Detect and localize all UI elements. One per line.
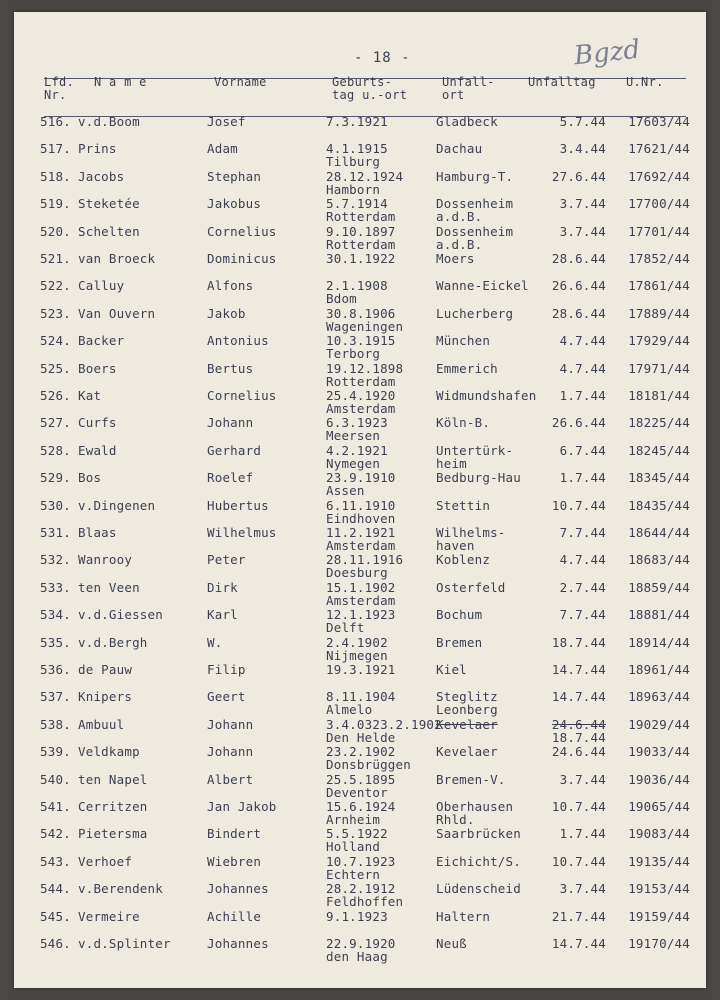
entry-accident-date: 26.6.44 [551, 415, 606, 431]
table-row [14, 225, 706, 252]
entry-number: 537. [40, 689, 71, 705]
entry-uk-number: 19036/44 [628, 771, 690, 787]
entry-birth-date: 23.2.1902 [326, 744, 396, 760]
entry-accident-date: 10.7.44 [551, 799, 606, 814]
entry-birth-place: Assen [326, 483, 365, 499]
entry-number: 536. [40, 662, 71, 677]
entry-birth-date: 5.5.1922 [326, 826, 388, 842]
entry-accident-place: Moers [436, 251, 475, 266]
entry-accident-place: Dossenheim [436, 196, 514, 212]
entry-vorname: Jakobus [207, 196, 262, 212]
entry-accident-place-cont: haven [436, 538, 475, 553]
entry-accident-date: 3.7.44 [559, 881, 606, 897]
entry-uk-number: 17889/44 [628, 305, 690, 321]
entry-birth-date: 12.1.1923 [326, 607, 396, 623]
entry-name: Bos [78, 470, 102, 486]
entry-birth-place: Rotterdam [326, 373, 396, 389]
entry-birth-place: Almelo [326, 702, 373, 718]
entry-birth-date: 22.9.1920 [326, 936, 396, 951]
table-row [14, 745, 706, 772]
entry-birth-date: 19.3.1921 [326, 662, 396, 677]
entry-uk-number: 17701/44 [628, 223, 690, 239]
table-row [14, 197, 706, 224]
entry-name: Wanrooy [78, 552, 133, 568]
table-row [14, 855, 706, 882]
table-row [14, 663, 706, 690]
entry-number: 519. [40, 196, 71, 212]
table-row [14, 362, 706, 389]
entry-birth-date: 3.4.0323.2.1902 [326, 716, 442, 732]
header-vorname: Vorname [214, 75, 267, 89]
entry-number: 516. [40, 114, 71, 129]
entry-birth-place: Nijmegen [326, 647, 388, 663]
entry-name: v.d.Giessen [78, 607, 163, 623]
table-row [14, 444, 706, 471]
entry-accident-date: 7.7.44 [559, 607, 606, 623]
entry-birth-place: den Haag [326, 949, 388, 964]
entry-name: Blaas [78, 525, 117, 540]
entry-vorname: Dirk [207, 579, 238, 595]
entry-number: 521. [40, 251, 71, 266]
entry-name: Schelten [78, 223, 140, 239]
entry-accident-date: 10.7.44 [551, 853, 606, 869]
document-page [14, 12, 706, 988]
table-row [14, 937, 706, 964]
entry-accident-date: 2.7.44 [559, 579, 606, 595]
table-row [14, 170, 706, 197]
entry-accident-date: 6.7.44 [559, 442, 606, 458]
entry-uk-number: 19033/44 [628, 744, 690, 760]
entry-birth-place: Bdom [326, 291, 357, 307]
entry-birth-date: 4.2.1921 [326, 442, 388, 458]
entry-uk-number: 18345/44 [628, 470, 690, 486]
entry-number: 531. [40, 525, 71, 540]
entry-uk-number: 18914/44 [628, 634, 690, 650]
entry-birth-date: 2.4.1902 [326, 634, 388, 650]
entry-accident-date: 1.7.44 [559, 388, 606, 403]
table-row [14, 471, 706, 498]
entry-accident-place: Oberhausen [436, 799, 514, 814]
entry-uk-number: 18435/44 [628, 497, 690, 513]
entry-vorname: Karl [207, 607, 238, 623]
entry-accident-place: Kevelaer [436, 716, 498, 732]
entry-name: de Pauw [78, 662, 133, 677]
entry-vorname: Cornelius [207, 223, 277, 239]
entry-accident-place: Eichicht/S. [436, 853, 521, 869]
table-row [14, 718, 706, 745]
entry-number: 535. [40, 634, 71, 650]
entry-name: ten Napel [78, 771, 148, 787]
entry-accident-date: 26.6.44 [551, 278, 606, 294]
entry-vorname: Jakob [207, 305, 246, 321]
entry-uk-number: 17692/44 [628, 168, 690, 184]
entry-accident-place: Neuß [436, 936, 467, 951]
entry-accident-place: Untertürk- [436, 442, 514, 458]
entry-name: Ewald [78, 442, 117, 458]
table-row [14, 827, 706, 854]
entry-name: Steketée [78, 196, 140, 212]
entry-uk-number: 19065/44 [628, 799, 690, 814]
entry-vorname: Peter [207, 552, 246, 568]
entry-accident-place: Kevelaer [436, 744, 498, 760]
entry-name: Cerritzen [78, 799, 148, 814]
entry-accident-place: Bedburg-Hau [436, 470, 521, 486]
entry-name: Van Ouvern [78, 305, 156, 321]
table-row [14, 581, 706, 608]
entry-accident-place-cont: Rhld. [436, 812, 475, 827]
entry-birth-date: 28.2.1912 [326, 881, 396, 897]
entry-vorname: Josef [207, 114, 246, 129]
entry-vorname: Hubertus [207, 497, 269, 513]
entry-name: Kat [78, 388, 102, 403]
table-row [14, 334, 706, 361]
entry-birth-place: Meersen [326, 428, 381, 444]
entry-number: 533. [40, 579, 71, 595]
entry-vorname: Johannes [207, 881, 269, 897]
entry-name: Backer [78, 333, 125, 349]
entry-number: 522. [40, 278, 71, 294]
entry-vorname: Filip [207, 662, 246, 677]
entry-number: 523. [40, 305, 71, 321]
entry-number: 530. [40, 497, 71, 513]
entry-vorname: Wiebren [207, 853, 262, 869]
entry-birth-date: 25.4.1920 [326, 388, 396, 403]
entry-birth-date: 28.12.1924 [326, 168, 404, 184]
entry-accident-date: 3.7.44 [559, 223, 606, 239]
entry-birth-date: 4.1.1915 [326, 141, 388, 157]
entry-uk-number: 17852/44 [628, 251, 690, 266]
entry-accident-date: 14.7.44 [551, 662, 606, 677]
entry-number: 524. [40, 333, 71, 349]
entry-birth-date: 6.11.1910 [326, 497, 396, 513]
entry-birth-place: Holland [326, 839, 381, 855]
entry-birth-place: Rotterdam [326, 236, 396, 252]
entry-birth-date: 28.11.1916 [326, 552, 404, 568]
entry-number: 532. [40, 552, 71, 568]
entry-accident-place: Bremen-V. [436, 771, 506, 787]
entry-accident-place-cont: a.d.B. [436, 236, 483, 252]
entry-accident-date: 14.7.44 [551, 689, 606, 705]
entry-birth-date: 10.7.1923 [326, 853, 396, 869]
entry-vorname: Geert [207, 689, 246, 705]
entry-vorname: Bindert [207, 826, 262, 842]
entry-accident-date: 18.7.44 [551, 634, 606, 650]
entry-vorname: Alfons [207, 278, 254, 294]
entry-number: 545. [40, 908, 71, 924]
entry-vorname: Bertus [207, 360, 254, 376]
entry-name: Calluy [78, 278, 125, 294]
entry-number: 538. [40, 716, 71, 732]
entry-birth-date: 19.12.1898 [326, 360, 404, 376]
entry-vorname: Cornelius [207, 388, 277, 403]
entry-number: 544. [40, 881, 71, 897]
entry-accident-place: Wanne-Eickel [436, 278, 529, 294]
table-row [14, 416, 706, 443]
entry-accident-place: Saarbrücken [436, 826, 521, 842]
entry-uk-number: 17971/44 [628, 360, 690, 376]
entry-uk-number: 19135/44 [628, 853, 690, 869]
entry-name: Boers [78, 360, 117, 376]
entry-number: 546. [40, 936, 71, 951]
header-nr: Lfd. Nr. [44, 75, 75, 102]
entry-name: Knipers [78, 689, 133, 705]
entry-birth-date: 9.1.1923 [326, 908, 388, 924]
entry-number: 541. [40, 799, 71, 814]
entry-accident-place: Lüdenscheid [436, 881, 521, 897]
header-uk: U.Nr. [626, 75, 664, 89]
entry-name: Prins [78, 141, 117, 157]
entry-birth-place: Amsterdam [326, 401, 396, 416]
entry-number: 528. [40, 442, 71, 458]
entry-vorname: Jan Jakob [207, 799, 277, 814]
table-row [14, 499, 706, 526]
entry-accident-date: 3.7.44 [559, 196, 606, 212]
entry-vorname: Adam [207, 141, 238, 157]
entry-name: Curfs [78, 415, 117, 431]
entry-number: 539. [40, 744, 71, 760]
entry-name: Vermeire [78, 908, 140, 924]
table-row [14, 773, 706, 800]
table-row [14, 690, 706, 717]
entry-name: Ambuul [78, 716, 125, 732]
header-name: N a m e [94, 75, 147, 89]
entry-accident-place: Osterfeld [436, 579, 506, 595]
entry-vorname: Johannes [207, 936, 269, 951]
table-row [14, 800, 706, 827]
entry-uk-number: 18225/44 [628, 415, 690, 431]
entry-vorname: Johann [207, 744, 254, 760]
table-row [14, 307, 706, 334]
entry-uk-number: 18961/44 [628, 662, 690, 677]
entry-name: v.Berendenk [78, 881, 163, 897]
entry-birth-date: 5.7.1914 [326, 196, 388, 212]
entry-birth-place: Rotterdam [326, 209, 396, 225]
entry-birth-date: 11.2.1921 [326, 525, 396, 540]
entry-number: 526. [40, 388, 71, 403]
entry-vorname: Wilhelmus [207, 525, 277, 540]
entry-uk-number: 19159/44 [628, 908, 690, 924]
entry-birth-date: 23.9.1910 [326, 470, 396, 486]
entry-uk-number: 18644/44 [628, 525, 690, 540]
entry-birth-date: 25.5.1895 [326, 771, 396, 787]
entry-number: 520. [40, 223, 71, 239]
entry-birth-place: Deventor [326, 784, 388, 800]
table-row [14, 142, 706, 169]
entry-vorname: Stephan [207, 168, 262, 184]
entry-accident-date: 4.7.44 [559, 333, 606, 349]
header-unfallort: Unfall- ort [442, 75, 495, 102]
entry-name: v.d.Boom [78, 114, 140, 129]
entry-accident-date: 5.7.44 [559, 114, 606, 129]
entry-uk-number: 18881/44 [628, 607, 690, 623]
entry-birth-place: Arnheim [326, 812, 381, 827]
entry-accident-date: 24.6.44 [551, 744, 606, 760]
entry-accident-place: Bochum [436, 607, 483, 623]
entry-number: 517. [40, 141, 71, 157]
entry-uk-number: 19153/44 [628, 881, 690, 897]
entry-vorname: Antonius [207, 333, 269, 349]
entry-uk-number: 17603/44 [628, 114, 690, 129]
table-row [14, 252, 706, 279]
entry-accident-place: Lucherberg [436, 305, 514, 321]
table-row [14, 526, 706, 553]
table-row [14, 636, 706, 663]
entry-uk-number: 18683/44 [628, 552, 690, 568]
entry-accident-date: 14.7.44 [551, 936, 606, 951]
header-unfalltag: Unfalltag [528, 75, 596, 89]
entry-birth-date: 8.11.1904 [326, 689, 396, 705]
header-geburt: Geburts- tag u.-ort [332, 75, 408, 102]
entry-accident-place: Köln-B. [436, 415, 491, 431]
entry-uk-number: 19083/44 [628, 826, 690, 842]
entry-name: Veldkamp [78, 744, 140, 760]
entry-birth-place: Eindhoven [326, 510, 396, 526]
entry-number: 527. [40, 415, 71, 431]
entry-name: Jacobs [78, 168, 125, 184]
entry-accident-place: Kiel [436, 662, 467, 677]
entry-birth-place: Den Helde [326, 729, 396, 745]
entry-name: Verhoef [78, 853, 133, 869]
entry-birth-date: 30.8.1906 [326, 305, 396, 321]
entry-accident-date: 10.7.44 [551, 497, 606, 513]
entry-accident-place-cont: Leonberg [436, 702, 498, 718]
entry-birth-place: Hamborn [326, 181, 381, 197]
entry-accident-place: Haltern [436, 908, 491, 924]
entry-accident-place: Stettin [436, 497, 491, 513]
entry-accident-date: 7.7.44 [559, 525, 606, 540]
entry-accident-place: Wilhelms- [436, 525, 506, 540]
table-row [14, 553, 706, 580]
table-row [14, 882, 706, 909]
entry-vorname: Dominicus [207, 251, 277, 266]
entry-birth-place: Amsterdam [326, 538, 396, 553]
entry-birth-place: Nymegen [326, 455, 381, 471]
entry-vorname: Gerhard [207, 442, 262, 458]
entry-accident-date: 4.7.44 [559, 552, 606, 568]
entry-accident-date: 28.6.44 [551, 305, 606, 321]
entry-accident-place: Hamburg-T. [436, 168, 514, 184]
entry-accident-date: 4.7.44 [559, 360, 606, 376]
entry-uk-number: 18963/44 [628, 689, 690, 705]
entry-accident-date-alt: 18.7.44 [551, 729, 606, 745]
entry-name: v.Dingenen [78, 497, 156, 513]
table-row [14, 115, 706, 142]
entry-uk-number: 18181/44 [628, 388, 690, 403]
entry-birth-date: 15.1.1902 [326, 579, 396, 595]
entry-vorname: Roelef [207, 470, 254, 486]
entry-accident-date: 27.6.44 [551, 168, 606, 184]
entry-name: van Broeck [78, 251, 156, 266]
entry-name: ten Veen [78, 579, 140, 595]
entry-birth-place: Donsbrüggen [326, 757, 411, 773]
entry-birth-place: Terborg [326, 346, 381, 362]
entry-birth-date: 10.3.1915 [326, 333, 396, 349]
entry-accident-place: Gladbeck [436, 114, 498, 129]
entry-accident-place: Widmundshafen [436, 388, 537, 403]
entry-number: 540. [40, 771, 71, 787]
entry-uk-number: 17621/44 [628, 141, 690, 157]
table-row [14, 608, 706, 635]
table-row [14, 389, 706, 416]
entry-vorname: Johann [207, 716, 254, 732]
entry-birth-date: 30.1.1922 [326, 251, 396, 266]
entry-accident-place: Koblenz [436, 552, 491, 568]
entry-name: v.d.Splinter [78, 936, 171, 951]
entry-accident-date: 3.4.44 [559, 141, 606, 157]
entry-birth-place: Wageningen [326, 318, 404, 334]
entry-number: 534. [40, 607, 71, 623]
entry-birth-place: Feldhoffen [326, 894, 404, 910]
entry-accident-date: 1.7.44 [559, 826, 606, 842]
table-row [14, 910, 706, 937]
entry-number: 529. [40, 470, 71, 486]
entry-birth-date: 15.6.1924 [326, 799, 396, 814]
entry-birth-place: Echtern [326, 866, 381, 882]
entry-birth-date: 2.1.1908 [326, 278, 388, 294]
entry-birth-place: Amsterdam [326, 592, 396, 608]
entry-accident-date: 21.7.44 [551, 908, 606, 924]
entry-uk-number: 18859/44 [628, 579, 690, 595]
entry-accident-place: Steglitz [436, 689, 498, 705]
entry-birth-place: Doesburg [326, 565, 388, 581]
entry-accident-place: München [436, 333, 491, 349]
entry-uk-number: 19170/44 [628, 936, 690, 951]
entry-birth-place: Tilburg [326, 154, 381, 170]
entry-accident-place-cont: a.d.B. [436, 209, 483, 225]
entry-vorname: Johann [207, 415, 254, 431]
page-number: - 18 - [354, 50, 411, 66]
entry-vorname: Achille [207, 908, 262, 924]
entry-accident-place-cont: heim [436, 455, 467, 471]
entry-accident-date: 28.6.44 [551, 251, 606, 266]
entry-birth-date: 6.3.1923 [326, 415, 388, 431]
entry-uk-number: 17700/44 [628, 196, 690, 212]
entry-name: Pietersma [78, 826, 148, 842]
entry-accident-place: Dossenheim [436, 223, 514, 239]
entry-number: 542. [40, 826, 71, 842]
entry-accident-date: 24.6.44 [551, 716, 606, 732]
entry-birth-date: 9.10.1897 [326, 223, 396, 239]
entry-uk-number: 19029/44 [628, 716, 690, 732]
entry-accident-date: 3.7.44 [559, 771, 606, 787]
handwritten-mark: Bgzd [572, 34, 642, 72]
entry-accident-date: 1.7.44 [559, 470, 606, 486]
entry-uk-number: 17929/44 [628, 333, 690, 349]
entry-number: 518. [40, 168, 71, 184]
entry-vorname: W. [207, 634, 223, 650]
entry-vorname: Albert [207, 771, 254, 787]
table-row [14, 279, 706, 306]
entry-accident-place: Bremen [436, 634, 483, 650]
entry-number: 543. [40, 853, 71, 869]
entry-name: v.d.Bergh [78, 634, 148, 650]
entry-uk-number: 17861/44 [628, 278, 690, 294]
entry-birth-date: 7.3.1921 [326, 114, 388, 129]
entry-birth-place: Delft [326, 620, 365, 636]
entry-accident-place: Emmerich [436, 360, 498, 376]
entry-accident-place: Dachau [436, 141, 483, 157]
entry-number: 525. [40, 360, 71, 376]
entry-uk-number: 18245/44 [628, 442, 690, 458]
